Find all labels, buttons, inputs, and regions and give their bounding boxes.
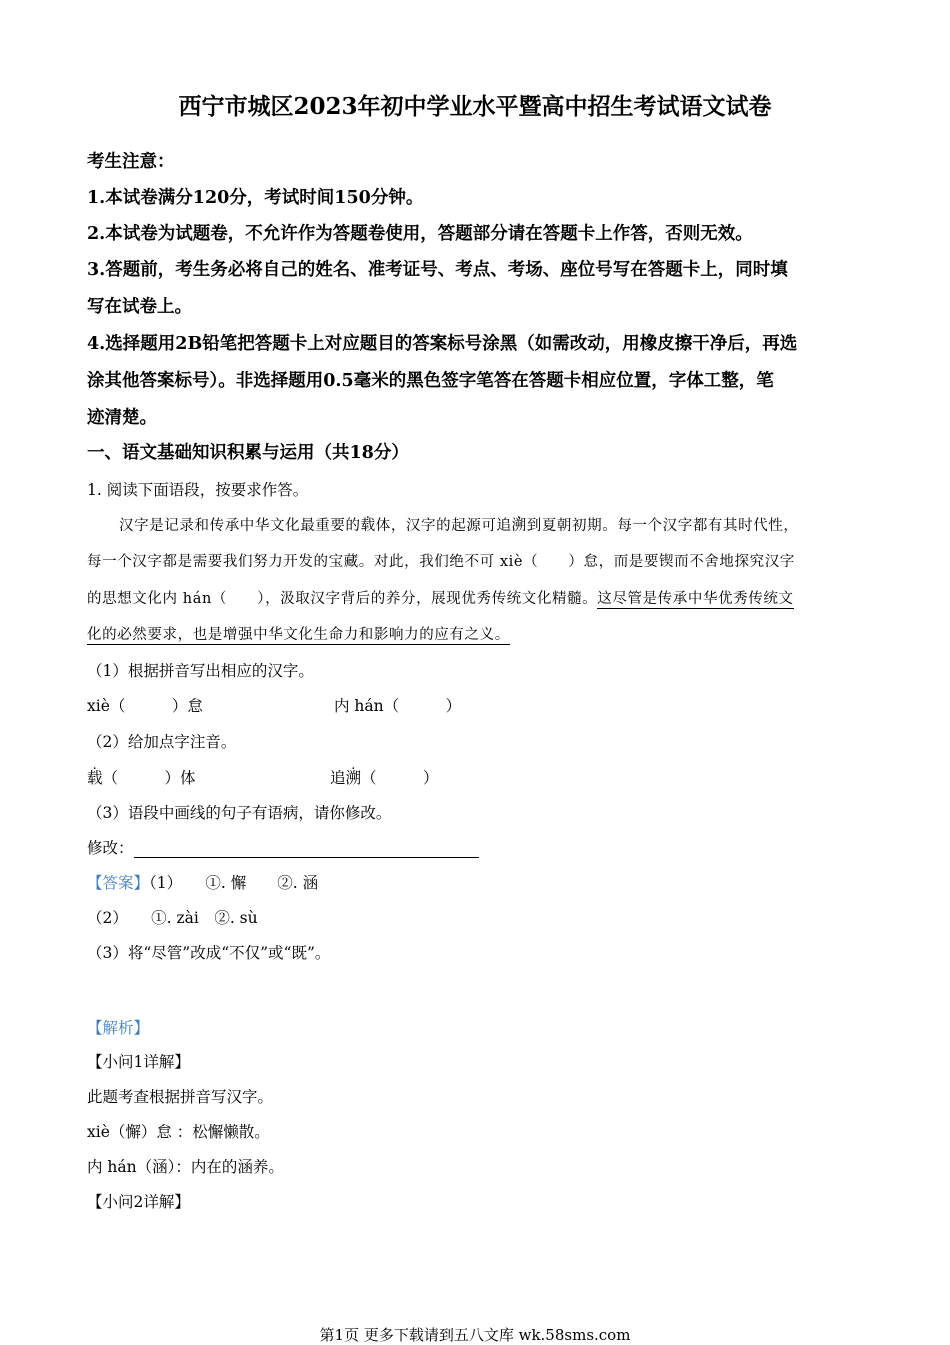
analysis-tag: 【解析】 (87, 1019, 150, 1037)
analysis-line-1: 此题考查根据拼音写汉字。 (87, 1088, 274, 1106)
answer-line-1 (87, 871, 318, 893)
dotted-char-zai: 载 (87, 769, 103, 787)
fix-label: 修改： (87, 839, 134, 857)
notice-line-2: 2.本试卷为试题卷，不允许作为答题卷使用，答题部分请在答题卡上作答，否则无效。 (87, 224, 753, 244)
page-footer: 第1页 更多下载请到五八文库 wk.58sms.com (319, 1326, 631, 1344)
blank-text: 追 (330, 769, 346, 787)
blank-text: （ ） (361, 769, 439, 787)
sub-question-1-blank-b: 内 hán（ ） (334, 697, 462, 715)
section-heading: 一、语文基础知识积累与运用（共18分） (87, 443, 409, 463)
answer-tag: 【答案】 (87, 874, 150, 892)
sub-question-2-blank-a (87, 766, 196, 788)
notice-line-4: 4.选择题用2B铅笔把答题卡上对应题目的答案标号涂黑（如需改动，用橡皮擦干净后，再选 (87, 334, 798, 354)
answer-line-2: （2） ①. zài ②. sù (87, 909, 258, 927)
answer-line-3: （3）将“尽管”改成“不仅”或“既”。 (87, 944, 331, 962)
notice-line-1: 1.本试卷满分120分，考试时间150分钟。 (87, 188, 424, 208)
passage-text: 的思想文化内 hán（ ），汲取汉字背后的养分，展现优秀传统文化精髓。 (87, 591, 598, 607)
passage-text: 到夏朝初期。每一个汉字都有其时代性， (526, 518, 799, 534)
analysis-line-3: 内 hán（涵）：内在的涵养。 (87, 1158, 284, 1176)
analysis-heading-1: 【小问1详解】 (87, 1053, 190, 1071)
underlined-sentence-cont: 化的必然要求，也是增强中华文化生命力和影响力的应有之义。 (87, 627, 510, 643)
sub-question-1: （1）根据拼音写出相应的汉字。 (87, 662, 314, 680)
notice-line-4-end: 迹清楚。 (87, 408, 157, 428)
fix-line (87, 836, 479, 858)
sub-question-1-blank-a: xiè（ ）怠 (87, 697, 203, 715)
passage-text: 汉字是记录和传承中华文化最重要的 (119, 518, 361, 534)
passage-text: 体，汉字的起源可追 (375, 518, 512, 534)
passage-line-4 (87, 623, 510, 644)
sub-question-3: （3）语段中画线的句子有语病，请你修改。 (87, 804, 392, 822)
dotted-char-zai: 载 (360, 518, 376, 534)
notice-line-4-cont: 涂其他答案标号）。非选择题用0.5毫米的黑色签字笔答在答题卡相应位置，字体工整，笔 (87, 371, 774, 391)
dotted-char-su: 溯 (345, 769, 362, 787)
passage-line-3 (87, 587, 794, 608)
underlined-sentence: 这尽管是传承中华优秀传统文 (597, 591, 794, 607)
notice-line-3: 3.答题前，考生务必将自己的姓名、准考证号、考点、考场、座位号写在答题卡上，同时填 (87, 260, 788, 280)
fix-blank (134, 843, 479, 858)
analysis-heading-2: 【小问2详解】 (87, 1193, 190, 1211)
page-title: 西宁市城区2023年初中学业水平暨高中招生考试语文试卷 (178, 93, 772, 120)
passage-line-2: 每一个汉字都是需要我们努力开发的宝藏。对此，我们绝不可 xiè（ ）怠，而是要锲而不舍地探究汉字 (87, 554, 795, 570)
blank-text: （ ）体 (102, 769, 196, 787)
notice-heading: 考生注意： (87, 152, 175, 172)
dotted-char-su: 溯 (511, 518, 527, 534)
sub-question-2: （2）给加点字注音。 (87, 733, 237, 751)
question-prompt: 1. 阅读下面语段，按要求作答。 (87, 481, 309, 499)
notice-line-3-cont: 写在试卷上。 (87, 297, 192, 317)
answer-text: （1） ①. 懈 ②. 涵 (149, 874, 319, 892)
analysis-line-2: xiè（懈）怠 ：松懈懒散。 (87, 1123, 270, 1141)
passage-line-1 (119, 514, 799, 535)
sub-question-2-blank-b (330, 766, 439, 788)
